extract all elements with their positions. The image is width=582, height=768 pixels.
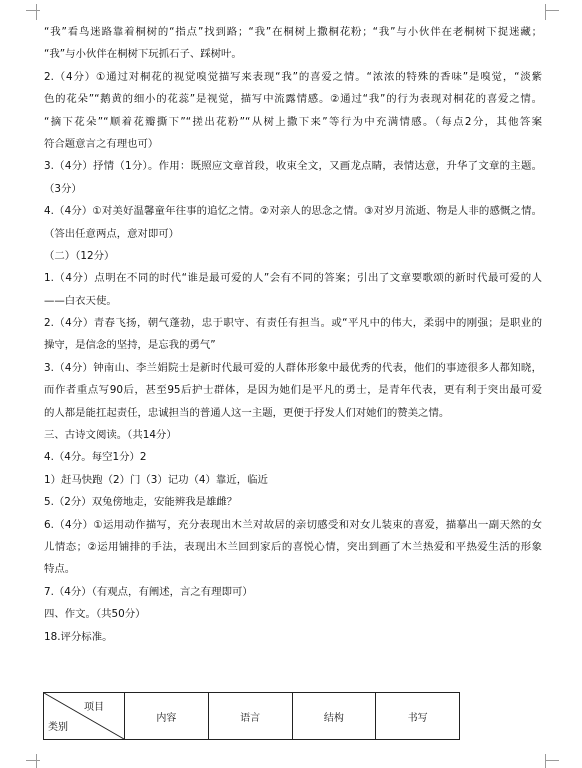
text-line: 的人都是能扛起责任，忠诚担当的普通人这一主题，更便于抒发人们对她们的赞美之情。 — [44, 406, 450, 419]
text-line: 4.（4分）①对美好温馨童年往事的追忆之情。②对亲人的思念之情。③对岁月流逝、物是人非的感慨之情。 — [44, 205, 542, 218]
text-line: ——白衣天使。 — [44, 294, 117, 307]
text-line: 2.（4分）青春飞扬，朝气蓬勃，忠于职守、有责任有担当。或“平凡中的伟大，柔弱中的刚强；是职业的 — [44, 317, 542, 330]
table-header-cell: 书写 — [376, 693, 460, 740]
text-line: 操守，是信念的坚持，是忘我的勇气” — [44, 339, 216, 352]
section-heading: （二）（12分） — [44, 249, 115, 262]
table-header-cell: 语言 — [208, 693, 292, 740]
corner-label-item: 项目 — [84, 702, 104, 713]
scoring-table — [43, 692, 460, 740]
text-line: （3分） — [44, 182, 82, 195]
text-line: 2.（4分）①通过对桐花的视觉嗅觉描写来表现“我”的喜爱之情。“浓浓的特殊的香味”是嗅觉，“淡紫 — [44, 70, 542, 83]
corner-label-category: 类别 — [48, 722, 68, 733]
crop-mark — [545, 754, 546, 768]
section-heading: 三、古诗文阅读。（共14分） — [44, 429, 177, 442]
section-heading: 四、作文。（共50分） — [44, 608, 146, 621]
crop-mark — [36, 4, 37, 20]
crop-mark — [545, 4, 546, 20]
crop-mark — [26, 760, 40, 761]
crop-mark — [36, 754, 37, 768]
text-line: “摘下花朵”“顺着花瓣撕下”“搓出花粉”“从树上撒下来”等行为中充满情感。（每点2分，其他答案 — [44, 115, 542, 128]
text-line: 1.（4分）点明在不同的时代“谁是最可爱的人”会有不同的答案；引出了文章要歌颂的新时代最可爱的人 — [44, 272, 542, 285]
text-line: 5.（2分）双兔傍地走，安能辨我是雄雌？ — [44, 496, 238, 509]
text-line: “我”看鸟迷路靠着桐树的“指点”找到路；“我”在桐树上撒桐花粉；“我”与小伙伴在老桐树下捉迷藏； — [44, 26, 542, 38]
text-line: 特点。 — [44, 563, 76, 576]
text-line: “我”与小伙伴在桐树下玩抓石子、踩树叶。 — [44, 48, 242, 61]
text-line: 而作者重点写90后，甚至95后护士群体，是因为她们是平凡的勇士，是青年代表，更有利于突出最可爱 — [44, 384, 542, 397]
text-line: （答出任意两点，意对即可） — [44, 227, 180, 240]
table-corner-cell — [44, 693, 125, 740]
text-line: 6.（4分）①运用动作描写，充分表现出木兰对故居的亲切感受和对女儿装束的喜爱，描摹出一副天然的女 — [44, 518, 542, 531]
table-header-cell: 结构 — [292, 693, 376, 740]
text-line: 4.（4分。每空1分）2 — [44, 451, 147, 464]
crop-mark — [545, 10, 559, 11]
table-row — [44, 693, 460, 740]
answer-text — [44, 21, 542, 648]
text-line: 符合题意言之有理也可） — [44, 137, 159, 150]
table-header-cell: 内容 — [125, 693, 209, 740]
text-line: 7.（4分）（有观点，有阐述，言之有理即可） — [44, 585, 253, 598]
text-line: 18.评分标准。 — [44, 630, 113, 643]
text-line: 1）赶马快跑（2）门（3）记功（4）靠近，临近 — [44, 473, 268, 486]
text-line: 3.（4分）钟南山、李兰娟院士是新时代最可爱的人群体形象中最优秀的代表，他们的事迹很多人都知晓， — [44, 361, 542, 374]
text-line: 3.（4分）抒情（1分）。作用：既照应文章首段，收束全文，又画龙点睛，表情达意，升华了文章的主题。 — [44, 160, 542, 173]
text-line: 儿情态；②运用铺排的手法，表现出木兰回到家后的喜悦心情，突出到画了木兰热爱和平热爱生活的形象 — [44, 540, 542, 553]
text-line: 色的花朵”“鹅黄的细小的花蕊”是视觉，描写中流露情感。②通过“我”的行为表现对桐花的喜爱之情。 — [44, 93, 542, 106]
crop-mark — [26, 10, 40, 11]
crop-mark — [545, 760, 559, 761]
